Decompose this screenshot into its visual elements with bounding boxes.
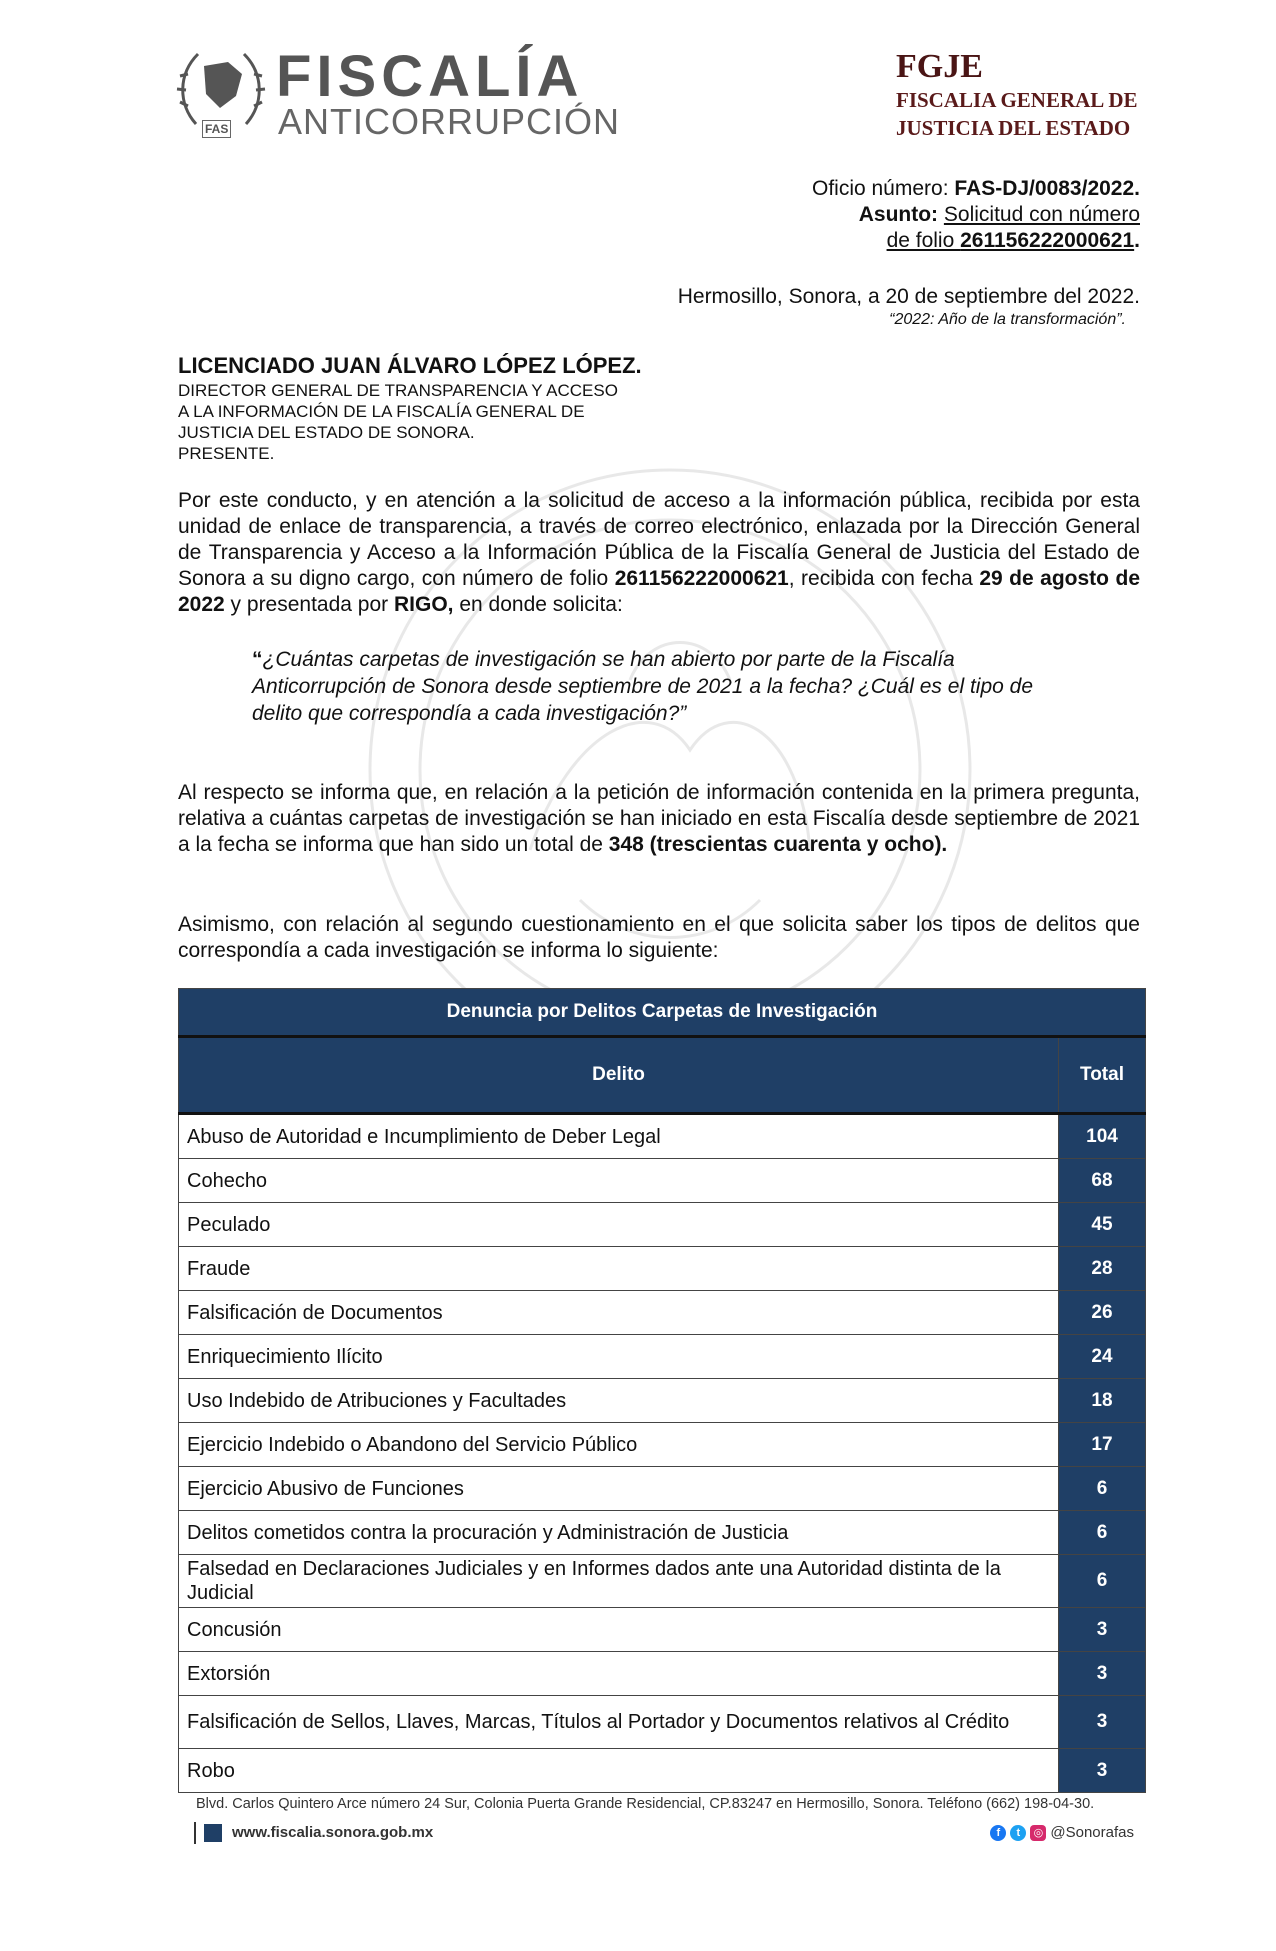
addressee-name: LICENCIADO JUAN ÁLVARO LÓPEZ LÓPEZ.	[178, 353, 642, 378]
oficio-line: Oficio número: FAS-DJ/0083/2022.	[811, 177, 1140, 200]
total-cell: 17	[1059, 1423, 1146, 1467]
delito-cell: Cohecho	[179, 1159, 1059, 1203]
table-body	[179, 1114, 1146, 1793]
table-title: Denuncia por Delitos Carpetas de Investigación	[179, 989, 1146, 1037]
oficio-number: FAS-DJ/0083/2022.	[954, 177, 1140, 200]
table-row	[179, 1511, 1146, 1555]
delito-cell: Robo	[179, 1749, 1059, 1793]
total-cell: 45	[1059, 1203, 1146, 1247]
table-row	[179, 1467, 1146, 1511]
twitter-icon[interactable]: t	[1010, 1825, 1026, 1841]
total-cell: 26	[1059, 1291, 1146, 1335]
column-header-total: Total	[1059, 1037, 1146, 1114]
delito-cell: Ejercicio Abusivo de Funciones	[179, 1467, 1059, 1511]
delito-cell: Ejercicio Indebido o Abandono del Servicio Público	[179, 1423, 1059, 1467]
total-cell: 6	[1059, 1467, 1146, 1511]
paragraph-intro: Por este conducto, y en atención a la solicitud de acceso a la información pública, recibida por esta unidad de enlace de transparencia, a través de correo electrónico, enlazada por la Dirección General de Transparencia y Acceso a la Información Pública de la Fiscalía General de Justicia del Estado de Sonora a su digno cargo, con número de folio 261156222000621, recibida con fecha 29 de agosto de 2022 y presentada por RIGO, en donde solicita:	[178, 489, 1140, 616]
addressee-line: PRESENTE.	[178, 444, 275, 463]
table-row	[179, 1608, 1146, 1652]
delito-cell: Falsedad en Declaraciones Judiciales y en Informes dados ante una Autoridad distinta de la Judicial	[179, 1555, 1059, 1608]
addressee-block	[178, 352, 738, 464]
year-motto: “2022: Año de la transformación”.	[889, 311, 1126, 328]
table-row	[179, 1291, 1146, 1335]
total-cell: 6	[1059, 1511, 1146, 1555]
place-date: Hermosillo, Sonora, a 20 de septiembre del 2022.	[677, 285, 1140, 308]
fas-tag: FAS	[202, 120, 231, 138]
folio-line: de folio 261156222000621.	[886, 229, 1140, 252]
table-row	[179, 1696, 1146, 1749]
fiscalia-logo	[176, 44, 621, 144]
instagram-icon[interactable]: ◎	[1030, 1825, 1046, 1841]
total-cell: 3	[1059, 1652, 1146, 1696]
asunto-line: Asunto: Solicitud con número	[858, 203, 1140, 226]
footer-divider	[194, 1822, 196, 1844]
fgje-acronym: FGJE	[896, 48, 983, 85]
delito-cell: Delitos cometidos contra la procuración y Administración de Justicia	[179, 1511, 1059, 1555]
total-cell: 24	[1059, 1335, 1146, 1379]
footer-bar	[194, 1822, 1134, 1844]
addressee-line: JUSTICIA DEL ESTADO DE SONORA.	[178, 423, 475, 442]
fgje-line-2: JUSTICIA DEL ESTADO	[896, 116, 1131, 140]
fgje-logo	[896, 48, 1156, 142]
site-logo-icon	[204, 1824, 222, 1842]
table-row	[179, 1203, 1146, 1247]
delito-cell: Uso Indebido de Atribuciones y Facultades	[179, 1379, 1059, 1423]
delito-cell: Extorsión	[179, 1652, 1059, 1696]
footer-website-link[interactable]: www.fiscalia.sonora.gob.mx	[232, 1824, 434, 1841]
social-handle[interactable]: @Sonorafas	[1050, 1824, 1134, 1841]
table-row	[179, 1555, 1146, 1608]
delito-cell: Fraude	[179, 1247, 1059, 1291]
folio-number: 261156222000621	[960, 229, 1135, 252]
table-row	[179, 1159, 1146, 1203]
total-cell: 28	[1059, 1247, 1146, 1291]
delito-cell: Peculado	[179, 1203, 1059, 1247]
paragraph-response-1: Al respecto se informa que, en relación a la petición de información contenida en la primera pregunta, relativa a cuántas carpetas de investigación se han iniciado en esta Fiscalía desde septiembre de 2021 a la fecha se informa que han sido un total de 348 (trescientas cuarenta y ocho).	[178, 781, 1140, 856]
total-cell: 104	[1059, 1114, 1146, 1159]
table-row	[179, 1379, 1146, 1423]
column-header-delito: Delito	[179, 1037, 1059, 1114]
table-row	[179, 1247, 1146, 1291]
fgje-line-1: FISCALIA GENERAL DE	[896, 88, 1138, 112]
table-row	[179, 1423, 1146, 1467]
total-cell: 3	[1059, 1608, 1146, 1652]
delito-cell: Concusión	[179, 1608, 1059, 1652]
paragraph-response-2: Asimismo, con relación al segundo cuestionamiento en el que solicita saber los tipos de delitos que correspondía a cada investigación se informa lo siguiente:	[178, 913, 1140, 962]
request-quote: “¿Cuántas carpetas de investigación se han abierto por parte de la Fiscalía Anticorrupción de Sonora desde septiembre de 2021 a la fecha? ¿Cuál es el tipo de delito que correspondía a cada investigación?”	[252, 648, 1033, 725]
table-row	[179, 1749, 1146, 1793]
footer-address: Blvd. Carlos Quintero Arce número 24 Sur, Colonia Puerta Grande Residencial, CP.83247 en Hermosillo, Sonora. Teléfono (662) 198-04-30.	[196, 1796, 1095, 1812]
addressee-line: A LA INFORMACIÓN DE LA FISCALÍA GENERAL DE	[178, 402, 585, 421]
delito-cell: Abuso de Autoridad e Incumplimiento de Deber Legal	[179, 1114, 1059, 1159]
delito-cell: Falsificación de Sellos, Llaves, Marcas, Títulos al Portador y Documentos relativos al Crédito	[179, 1696, 1059, 1749]
table-row	[179, 1114, 1146, 1159]
total-cell: 6	[1059, 1555, 1146, 1608]
delito-cell: Falsificación de Documentos	[179, 1291, 1059, 1335]
total-cell: 18	[1059, 1379, 1146, 1423]
total-cell: 3	[1059, 1749, 1146, 1793]
logo-subtitle: ANTICORRUPCIÓN	[278, 101, 621, 142]
footer-social	[990, 1822, 1134, 1844]
table-row	[179, 1335, 1146, 1379]
addressee-line: DIRECTOR GENERAL DE TRANSPARENCIA Y ACCESO	[178, 381, 618, 400]
delitos-table	[178, 988, 1146, 1793]
facebook-icon[interactable]: f	[990, 1825, 1006, 1841]
total-cell: 68	[1059, 1159, 1146, 1203]
total-cell: 3	[1059, 1696, 1146, 1749]
date-block	[678, 284, 1140, 330]
table-row	[179, 1652, 1146, 1696]
reference-block	[812, 176, 1140, 254]
logo-title: FISCALÍA	[276, 44, 584, 109]
delito-cell: Enriquecimiento Ilícito	[179, 1335, 1059, 1379]
